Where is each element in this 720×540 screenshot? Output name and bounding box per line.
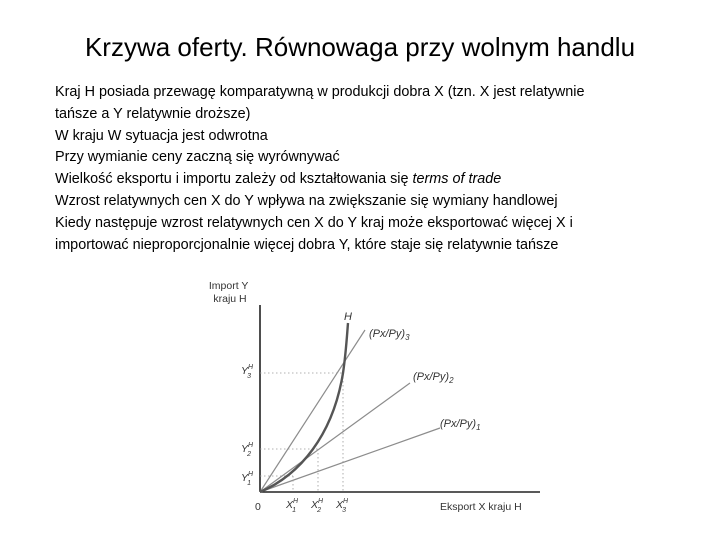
curve-label-h: H xyxy=(344,311,352,323)
price-line-label-1: $(Px/Py)_1$ xyxy=(440,418,481,432)
body-line-7: Kiedy następuje wzrost relatywnych cen X do Y kraj może eksportować więcej X i xyxy=(55,214,573,231)
price-line-1 xyxy=(260,428,440,492)
x-tick-2: $X^H$ 2 xyxy=(311,498,324,514)
guide-lines xyxy=(260,373,343,492)
y-tick-2: $Y^H$ 2 xyxy=(241,442,254,458)
offer-curve-diagram xyxy=(205,275,545,520)
y-tick-1: $Y^H$ 1 xyxy=(241,471,254,487)
body-line-1: Kraj H posiada przewagę komparatywną w produkcji dobra X (tzn. X jest relatywnie xyxy=(55,84,585,100)
body-line-3: W kraju W sytuacja jest odwrotna xyxy=(55,127,268,144)
body-line-6: Wzrost relatywnych cen X do Y wpływa na zwiększanie się wymiany handlowej xyxy=(55,192,558,209)
x-tick-3: $X^H$ 3 xyxy=(336,498,349,514)
slide-title: Krzywa oferty. Równowaga przy wolnym handlu xyxy=(84,32,636,62)
body-line-2: tańsze a Y relatywnie droższe) xyxy=(55,105,251,122)
body-line-5 xyxy=(55,169,695,191)
x-tick-1: $X^H$ 1 xyxy=(286,498,299,514)
price-line-label-2: $(Px/Py)_2$ xyxy=(413,371,454,385)
price-line-label-3: $(Px/Py)_3$ xyxy=(369,328,410,342)
terms-of-trade-term: terms of trade xyxy=(412,171,502,188)
y-tick-3: $Y^H$ 3 xyxy=(241,364,254,380)
offer-curve-h xyxy=(260,323,348,492)
x-axis-label: Eksport X kraju H xyxy=(440,501,522,513)
price-line-2 xyxy=(260,383,410,492)
body-line-4: Przy wymianie ceny zaczną się wyrównywać xyxy=(55,149,340,166)
y-axis-label: Import Y kraju H xyxy=(208,280,249,305)
slide-body xyxy=(55,82,695,256)
price-line-3 xyxy=(260,330,365,492)
terms-of-trade-prefix: Wielkość eksportu i importu zależy od kształtowania się xyxy=(55,171,413,188)
body-line-8: importować nieproporcjonalnie więcej dobra Y, które staje się relatywnie tańsze xyxy=(55,236,559,253)
origin-label: 0 xyxy=(255,501,261,513)
